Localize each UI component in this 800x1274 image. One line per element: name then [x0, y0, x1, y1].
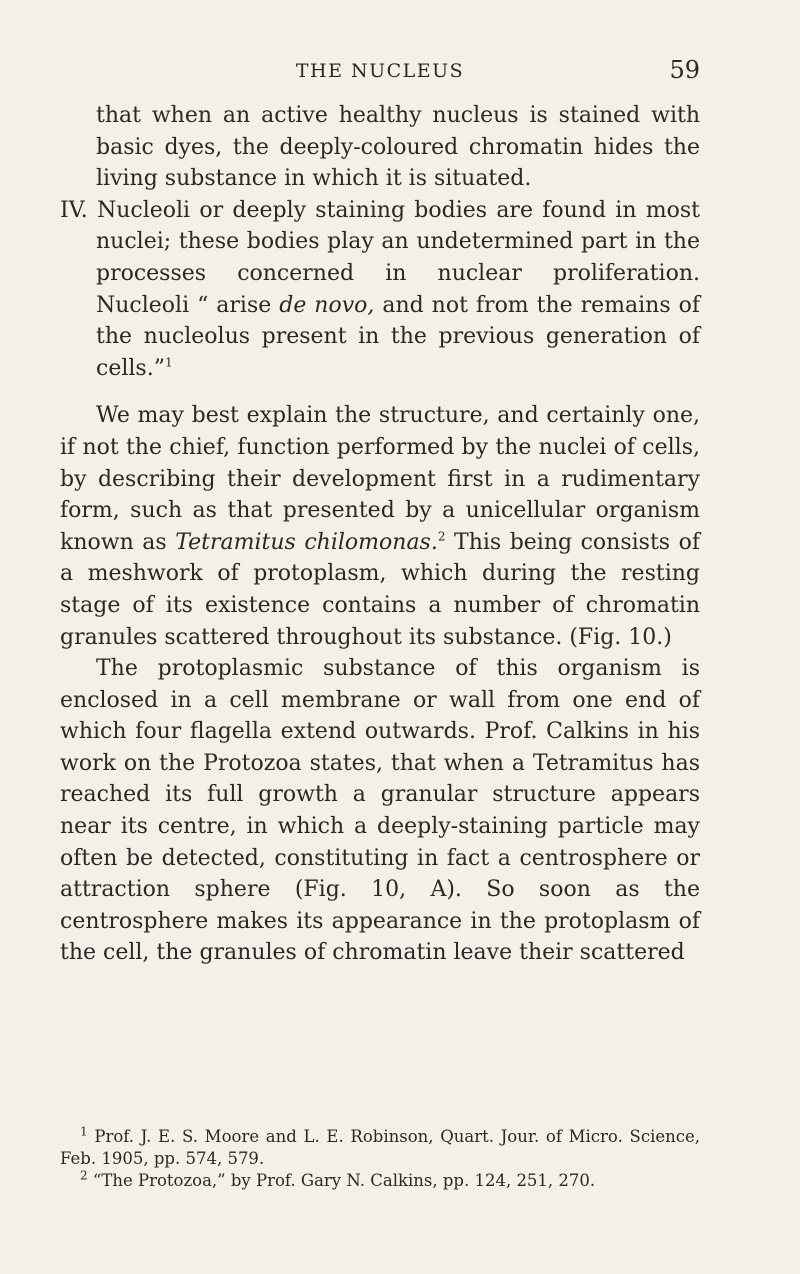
running-head: THE NUCLEUS: [295, 60, 465, 82]
page-number: 59: [669, 56, 700, 84]
footnote-ref: 2: [437, 529, 446, 544]
italic-species: Tetramitus chilomonas.: [175, 529, 438, 555]
page-header: [60, 58, 700, 88]
paragraph-protoplasmic: [60, 653, 700, 969]
paragraph-text: and not from the remains of the nucleolus present in the previous generation of cells.”: [96, 292, 700, 381]
body-text: [60, 100, 700, 969]
footnote-2: [60, 1170, 700, 1192]
paragraph-text: We may best explain the structure, and certainly one, if not the chief, function performed by the nuclei of cells, by describing their development first in a rudimentary form, such as that presented by a unicellular organism known as: [60, 403, 700, 555]
footnote-ref: 1: [164, 355, 173, 370]
paragraph-text: that when an active healthy nucleus is stained with basic dyes, the deeply-coloured chromatin hides the living substance in which it is situated.: [96, 103, 700, 192]
italic-phrase: de novo,: [279, 292, 375, 318]
footnote-text: “The Protozoa,” by Prof. Gary N. Calkins, pp. 124, 251, 270.: [87, 1171, 596, 1190]
paragraph-text: IV. Nucleoli or deeply staining bodies are found in most nuclei; these bodies play an undetermined part in the processes concerned in nuclear proliferation. Nucleoli “ arise: [60, 197, 700, 318]
footnote-mark: 2: [80, 1168, 88, 1183]
paragraph-nucleoli: [60, 195, 700, 385]
footnote-text: Prof. J. E. S. Moore and L. E. Robinson, Quart. Jour. of Micro. Science, Feb. 1905, pp. 574, 579.: [60, 1127, 700, 1168]
paragraph-text: This being consists of a meshwork of protoplasm, which during the resting stage of its existence contains a number of chromatin granules scattered throughout its substance. (Fig. 10.): [60, 529, 701, 650]
footnote-mark: 1: [80, 1124, 88, 1139]
paragraph-continuation: [60, 100, 700, 195]
paragraph-tetramitus: [60, 400, 700, 653]
footnotes: [60, 1126, 700, 1192]
paragraph-text: The protoplasmic substance of this organism is enclosed in a cell membrane or wall from one end of which four flagella extend outwards. Prof. Calkins in his work on the Protozoa states, that when a Tetramitus has reached its full growth a granular structure appears near its centre, in which a deeply-staining particle may often be detected, constituting in fact a centrosphere or attraction sphere (Fig. 10, A). So soon as the centrosphere makes its appearance in the protoplasm of the cell, the granules of chromatin leave their scattered: [60, 656, 700, 966]
paragraph-gap: [60, 384, 700, 400]
footnote-1: [60, 1126, 700, 1170]
